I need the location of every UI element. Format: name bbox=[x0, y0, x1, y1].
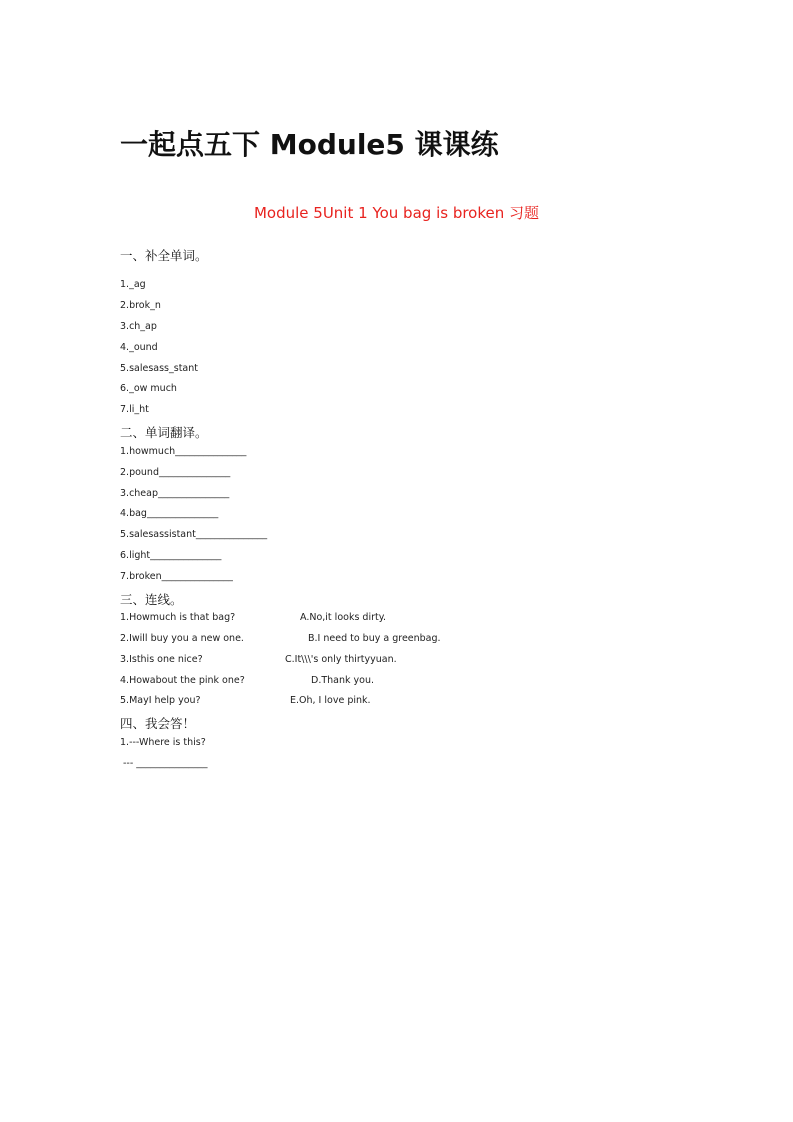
fill-word-item: 7.li_ht bbox=[120, 404, 149, 415]
match-right-item: C.It\\\'s only thirtyyuan. bbox=[285, 654, 397, 665]
match-right-item: D.Thank you. bbox=[311, 675, 374, 686]
answer-blank: --- _______________ bbox=[123, 758, 208, 769]
fill-word-item: 6._ow much bbox=[120, 383, 177, 394]
section-heading-translate: 二、单词翻译。 bbox=[120, 425, 208, 440]
page-title: 一起点五下 Module5 课课练 bbox=[120, 128, 499, 161]
fill-word-item: 5.salesass_stant bbox=[120, 363, 198, 374]
exercise-subtitle: Module 5Unit 1 You bag is broken 习题 bbox=[253, 204, 540, 222]
translate-item: 1.howmuch_______________ bbox=[120, 446, 247, 457]
fill-word-item: 4._ound bbox=[120, 342, 158, 353]
translate-item: 2.pound_______________ bbox=[120, 467, 231, 478]
match-left-item: 4.Howabout the pink one? bbox=[120, 675, 245, 686]
translate-item: 7.broken_______________ bbox=[120, 571, 233, 582]
match-left-item: 3.Isthis one nice? bbox=[120, 654, 203, 665]
match-right-item: A.No,it looks dirty. bbox=[300, 612, 386, 623]
translate-item: 3.cheap_______________ bbox=[120, 488, 230, 499]
match-left-item: 2.Iwill buy you a new one. bbox=[120, 633, 244, 644]
translate-item: 6.light_______________ bbox=[120, 550, 222, 561]
section-heading-answer: 四、我会答！ bbox=[120, 716, 196, 731]
match-right-item: B.I need to buy a greenbag. bbox=[308, 633, 441, 644]
match-right-item: E.Oh, I love pink. bbox=[290, 695, 371, 706]
section-heading-fill-words: 一、补全单词。 bbox=[120, 248, 208, 263]
match-left-item: 5.MayI help you? bbox=[120, 695, 201, 706]
translate-item: 5.salesassistant_______________ bbox=[120, 529, 268, 540]
question-item: 1.---Where is this? bbox=[120, 737, 206, 748]
fill-word-item: 2.brok_n bbox=[120, 300, 161, 311]
translate-item: 4.bag_______________ bbox=[120, 508, 219, 519]
section-heading-matching: 三、连线。 bbox=[120, 592, 183, 607]
match-left-item: 1.Howmuch is that bag? bbox=[120, 612, 236, 623]
fill-word-item: 3.ch_ap bbox=[120, 321, 157, 332]
fill-word-item: 1._ag bbox=[120, 279, 146, 290]
